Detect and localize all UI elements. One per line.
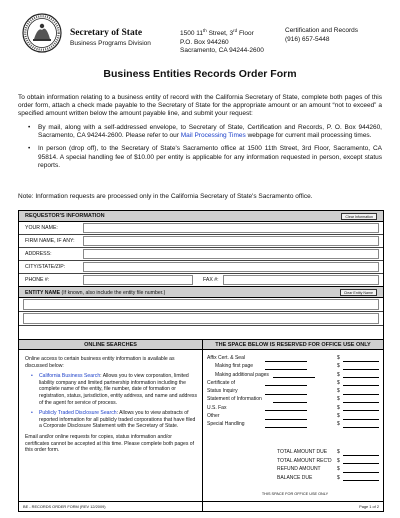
office-address [180,27,264,56]
phone-input[interactable] [83,275,193,285]
in-person-item: • In person (drop off), to the Secretary of State's Sacramento office at 1500 11th Street, 3rd Floor, Sacramento, CA 95814. A special handling fee of $10.00 per entity is applicable for any information requested in person, except status reports. [28,145,382,170]
name-row [19,222,383,235]
online-searches-heading: ONLINE SEARCHES [19,339,202,350]
disclosure-search-item: • Publicly Traded Disclosure Search: Allows you to view abstracts of reported information for all publicly traded corporations that have filed a Corporate Disclosure Statement with the Secretary of State. [31,410,197,430]
office-fee-list [207,354,379,429]
total-row: REFUND AMOUNT $ [207,465,379,474]
totals-list [207,448,379,482]
publicly-traded-disclosure-search-link[interactable]: Publicly Traded Disclosure Search [39,410,117,417]
requestor-heading: REQUESTOR'S INFORMATION [25,213,105,219]
address-line-1: 1500 11th Street, 3rd Floor [180,28,254,38]
state-seal-icon [22,13,62,53]
form-revision: BE - RECORDS ORDER FORM (REV 12/2009) [23,504,106,509]
contact-phone: (916) 657-5448 [285,35,330,43]
business-search-item: • California Business Search: Allows you to view corporation, limited liability company and limited partnership information including the complete name of the entity, file number, date of formation or registration, status, jurisdiction, entity address, and name and address of the agent for service of process. [31,373,197,406]
address-line-2: P.O. Box 944260 [180,38,229,46]
mail-processing-times-link[interactable]: Mail Processing Times [180,132,246,140]
intro-paragraph: To obtain information relating to a business entity of record with the California Secretary of State, complete both pages of this order form, attach a check made payable to the Secretary of State for the appropriate amount or an amount “not to exceed” a specified amount written below the amount payable line, and submit your request: [18,94,382,118]
firm-name-input[interactable] [83,236,379,246]
page-number: Page 1 of 2 [359,504,379,509]
your-name-input[interactable] [83,223,379,233]
column-divider [202,339,203,511]
phone-fax-row [19,274,383,287]
fee-row: U.S. Fax $ [207,404,379,412]
your-name-label: YOUR NAME: [25,224,58,231]
online-outro: Email and/or online requests for copies, status information and/or certificates cannot be accepted at this time. Please complete both pages of this order form. [25,433,195,454]
california-business-search-link[interactable]: California Business Search [39,373,101,380]
letterhead [22,13,382,61]
fee-row: Affix Cert. & Seal $ [207,354,379,362]
total-row: TOTAL AMOUNT REC'D $ [207,457,379,466]
processing-note: Note: Information requests are processed only in the California Secretary of State's Sacramento office. [18,193,313,200]
city-state-zip-label: CITY/STATE/ZIP: [25,263,66,270]
address-label: ADDRESS: [25,250,52,257]
contact-department: Certification and Records [285,27,358,34]
fax-input[interactable] [223,275,379,285]
clear-information-button[interactable]: Clear Information [341,213,377,220]
form-footer [19,501,383,511]
total-row: TOTAL AMOUNT DUE $ [207,448,379,457]
fee-row: Special Handling $ [207,420,379,428]
org-block [70,28,151,48]
fee-row: Certificate of $ [207,379,379,387]
by-mail-item: • By mail, along with a self-addressed envelope, to Secretary of State, Certification and Records, P. O. Box 944260, Sacramento, CA 94244-2600. Please refer to our Mail Processing Times webpage for current mail processing times. [28,124,382,140]
contact-block [285,27,358,44]
online-searches-section [25,356,197,458]
entity-name-label: ENTITY NAME (If known, also include the entity file number.) [25,289,166,296]
city-state-zip-input[interactable] [83,262,379,272]
city-row [19,261,383,274]
fee-row: Status Inquiry $ [207,387,379,395]
org-title: Secretary of State [70,28,143,38]
fee-row: Making additional pages $ [207,371,379,379]
phone-label: PHONE #: [25,276,50,283]
total-row: BALANCE DUE $ [207,474,379,483]
fee-row: Statement of Information $ [207,395,379,403]
org-subtitle: Business Programs Division [70,40,151,47]
submission-methods [28,124,382,175]
requestor-header [19,211,383,222]
online-links-list [25,373,197,430]
address-line-3: Sacramento, CA 94244-2600 [180,47,264,55]
entity-line-2 [19,312,383,326]
entity-name-input-2[interactable] [23,313,379,324]
firm-name-label: FIRM NAME, IF ANY: [25,237,75,244]
fax-label: FAX #: [203,276,219,283]
page-title: Business Entities Records Order Form [103,68,297,80]
online-intro: Online access to certain business entity information is available as discussed below: [25,356,175,369]
order-form [18,210,384,512]
office-use-note: THIS SPACE FOR OFFICE USE ONLY [261,492,329,496]
firm-row [19,235,383,248]
entity-name-input-1[interactable] [23,299,379,310]
fee-row: Making first page $ [207,362,379,370]
office-use-heading: THE SPACE BELOW IS RESERVED FOR OFFICE USE ONLY [203,339,383,350]
entity-header [19,287,383,298]
address-row [19,248,383,261]
fee-row: Other $ [207,412,379,420]
clear-entity-name-button[interactable]: Clear Entity Name [340,289,377,296]
entity-line-1 [19,298,383,312]
address-input[interactable] [83,249,379,259]
